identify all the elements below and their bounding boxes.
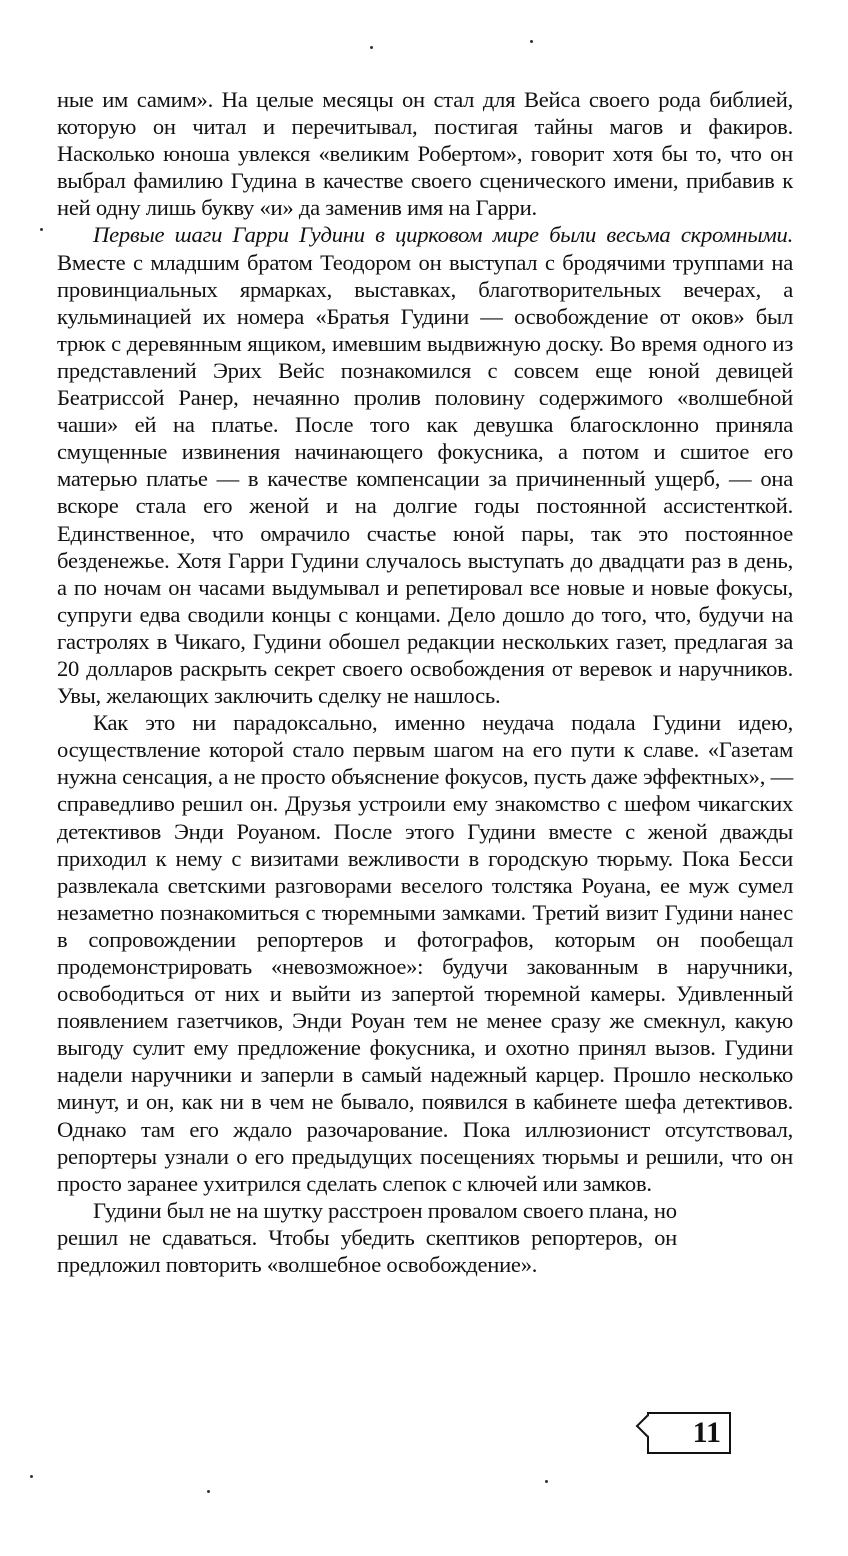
scan-speck (545, 1480, 548, 1483)
scan-speck (40, 228, 43, 231)
paragraph-4-line1-text: Гудини был не на шутку расстроен провалом своего плана, но (93, 1197, 677, 1223)
paragraph-4 (57, 1197, 793, 1278)
page-number (647, 1412, 731, 1454)
paragraph-4-line1 (57, 1197, 793, 1224)
scan-speck (370, 46, 373, 49)
paragraph-3 (57, 709, 793, 1197)
scan-speck (530, 40, 533, 43)
page-number-text: 11 (692, 1416, 721, 1449)
paragraph-4-rest (57, 1224, 677, 1278)
paragraph-2-text: Вместе с младшим братом Теодором он выступал с бродячими труппами на провинциальных ярмарках, выставках, благотворительных вечерах, а кульминацией их номера «Братья Гудини — освобождение от оков» был трюк с деревянным ящиком, имевшим выдвижную доску. Во время одного из представлений Эрих Вейс познакомился с совсем еще юной девицей Беатриссой Ранер, нечаянно пролив половину содержимого «волшебной чаши» ей на платье. После того как девушка благосклонно приняла смущенные извинения начинающего фокусника, а потом и сшитое его матерью платье — в качестве компенсации за причиненный ущерб, — она вскоре стала его женой и на долгие годы постоянной ассистенткой. Единственное, что омрачило счастье юной пары, так это постоянное безденежье. Хотя Гарри Гудини случалось выступать до двадцати раз в день, а по ночам он часами выдумывал и репетировал все новые и новые фокусы, супруги едва сводили концы с концами. Дело дошло до того, что, будучи на гастролях в Чикаго, Гудини обошел редакции нескольких газет, предлагая за 20 долларов раскрыть секрет своего освобождения от веревок и наручников. Увы, желающих заключить сделку не нашлось. (57, 249, 793, 709)
paragraph-2 (57, 221, 793, 709)
paragraph-1 (57, 86, 793, 221)
page-body (57, 86, 793, 1278)
paragraph-1-text: ные им самим». На целые месяцы он стал для Вейса своего рода библией, которую он читал и перечитывал, постигая тайны магов и факиров. Насколько юноша увлекся «великим Робертом», говорит хотя бы то, что он выбрал фамилию Гудина в качестве своего сценического имени, прибавив к ней одну лишь букву «и» да заменив имя на Гарри. (57, 87, 793, 221)
paragraph-4-rest-text: решил не сдаваться. Чтобы убедить скептиков репортеров, он предложил повторить «волшебное освобождение». (57, 1224, 677, 1278)
paragraph-3-text: Как это ни парадоксально, именно неудача подала Гудини идею, осуществление которой стало первым шагом на его пути к славе. «Газетам нужна сенсация, а не просто объяснение фокусов, пусть даже эффектных», — справедливо решил он. Друзья устроили ему знакомство с шефом чикагских детективов Энди Роуаном. После этого Гудини вместе с женой дважды приходил к нему с визитами вежливости в городскую тюрьму. Пока Бесси развлекала светскими разговорами веселого толстяка Роуана, ее муж сумел незаметно познакомиться с тюремными замками. Третий визит Гудини нанес в сопровождении репортеров и фотографов, которым он пообещал продемонстрировать «невозможное»: будучи закованным в наручники, освободиться от них и выйти из запертой тюремной камеры. Удивленный появлением газетчиков, Энди Роуан тем не менее сразу же смекнул, какую выгоду сулит ему предложение фокусника, и охотно принял вызов. Гудини надели наручники и заперли в самый надежный карцер. Прошло несколько минут, и он, как ни в чем не бывало, появился в кабинете шефа детективов. Однако там его ждало разочарование. Пока иллюзионист отсутствовал, репортеры узнали о его предыдущих посещениях тюрьмы и решили, что он просто заранее ухитрился сделать слепок с ключей или замков. (57, 710, 793, 1196)
paragraph-2-lead: Первые шаги Гарри Гудини в цирковом мире были весьма скромными. (93, 222, 793, 248)
scan-speck (30, 1475, 33, 1478)
scan-speck (207, 1490, 210, 1493)
